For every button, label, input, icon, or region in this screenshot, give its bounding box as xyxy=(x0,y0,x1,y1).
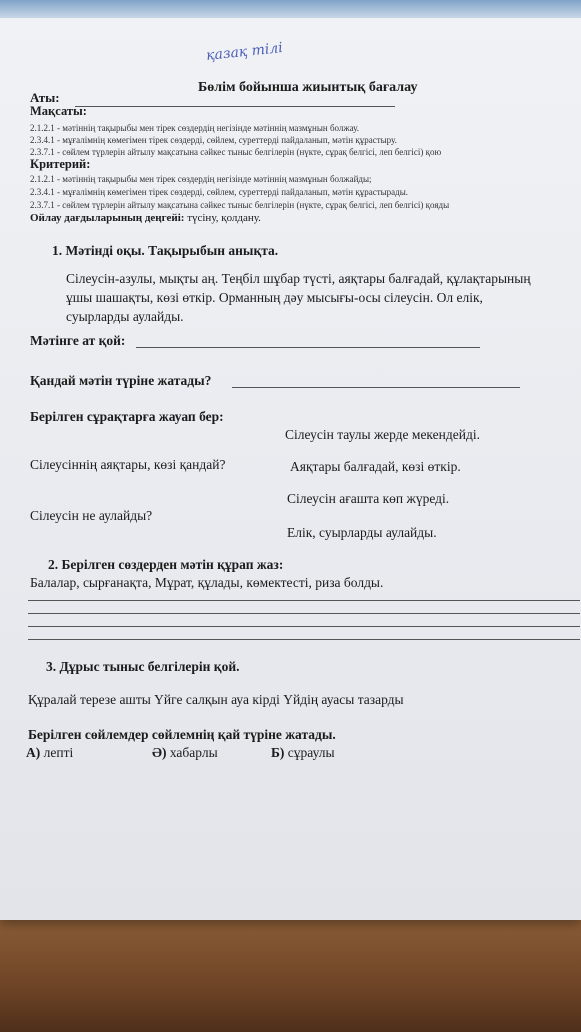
name-line[interactable] xyxy=(75,106,395,107)
title-answer-line[interactable] xyxy=(136,347,480,348)
title-prompt: Мәтінге ат қой: xyxy=(30,333,126,348)
task1-text-line: суырларды аулайды. xyxy=(66,309,184,324)
thinking-level xyxy=(30,212,261,224)
criteria-item: 2.3.7.1 - сөйлем түрлерін айтылу мақсатына сәйкес тыныс белгілерін (нүкте, сұрақ белгісі, леп белгісі) қояды xyxy=(30,200,450,210)
name-label: Аты: xyxy=(30,90,60,105)
question-item: Сілеусіннің аяқтары, көзі қандай? xyxy=(30,457,226,472)
task1-text-line: Сілеусін-азулы, мықты аң. Теңбіл шұбар түсті, аяқтары балғадай, құлақтарының xyxy=(66,271,531,286)
option-a[interactable] xyxy=(26,745,73,761)
writing-line[interactable] xyxy=(28,626,580,627)
task3-heading: 3. Дұрыс тыныс белгілерін қой. xyxy=(46,659,240,674)
objective-item: 2.3.7.1 - сөйлем түрлерін айтылу мақсатына сәйкес тыныс белгілерін (нүкте, сұрақ белгісі, леп белгісі) қою xyxy=(30,147,442,157)
option-text: сұраулы xyxy=(287,745,335,760)
task1-heading: 1. Мәтінді оқы. Тақырыбын анықта. xyxy=(52,243,279,258)
answer-option[interactable]: Сілеусін ағашта көп жүреді. xyxy=(287,491,450,506)
option-text: лепті xyxy=(43,745,74,760)
task2-words: Балалар, сырғанақта, Мұрат, құлады, көмектесті, риза болды. xyxy=(30,575,384,590)
answer-option[interactable]: Сілеусін таулы жерде мекендейді. xyxy=(285,427,480,442)
task1-text-line: ұшы шашақты, көзі өткір. Орманның дәу мысығы-осы сілеусін. Ол елік, xyxy=(66,290,483,305)
answer-prompt: Берілген сұрақтарға жауап бер: xyxy=(30,409,224,424)
writing-line[interactable] xyxy=(28,600,580,601)
answer-option[interactable]: Елік, суырларды аулайды. xyxy=(287,525,437,540)
option-b[interactable] xyxy=(271,745,335,761)
option-letter: Ә) xyxy=(152,745,167,760)
option-text: хабарлы xyxy=(169,745,218,760)
objectives-heading: Мақсаты: xyxy=(30,104,87,118)
table-edge xyxy=(0,920,581,1032)
type-prompt: Қандай мәтін түріне жатады? xyxy=(30,373,212,388)
writing-line[interactable] xyxy=(28,639,580,640)
page-title: Бөлім бойынша жиынтық бағалау xyxy=(198,80,418,95)
task3-question: Берілген сөйлемдер сөйлемнің қай түріне жатады. xyxy=(28,727,336,742)
option-ae[interactable] xyxy=(152,745,218,761)
criteria-item: 2.1.2.1 - мәтіннің тақырыбы мен тірек сөздердің негізінде мәтіннің мазмұнын болжайды; xyxy=(30,174,372,184)
writing-line[interactable] xyxy=(28,613,580,614)
handwritten-subject: қазақ тілі xyxy=(205,40,284,64)
objective-item: 2.1.2.1 - мәтіннің тақырыбы мен тірек сөздердің негізінде мәтіннің мазмұнын болжау. xyxy=(30,123,360,133)
criteria-heading: Критерий: xyxy=(30,157,91,171)
option-letter: А) xyxy=(26,745,41,760)
thinking-level-label: Ойлау дағдыларының деңгейі: xyxy=(30,212,185,224)
task2-heading: 2. Берілген сөздерден мәтін құрап жаз: xyxy=(48,557,284,572)
criteria-item: 2.3.4.1 - мұғалімнің көмегімен тірек сөздерді, сөйлем, суреттерді пайдаланып, мәтін құрастырады. xyxy=(30,187,409,197)
blue-cover-edge xyxy=(0,0,581,18)
task3-sentences: Құралай терезе ашты Үйге салқын ауа кірді Үйдің ауасы тазарды xyxy=(28,692,404,707)
type-answer-line[interactable] xyxy=(232,387,520,388)
thinking-level-value: түсіну, қолдану. xyxy=(184,212,261,224)
option-letter: Б) xyxy=(271,745,285,760)
objective-item: 2.3.4.1 - мұғалімнің көмегімен тірек сөздерді, сөйлем, суреттерді пайдаланып, мәтін құрастыру. xyxy=(30,135,397,145)
answer-option[interactable]: Аяқтары балғадай, көзі өткір. xyxy=(290,459,461,474)
question-item: Сілеусін не аулайды? xyxy=(30,508,153,523)
